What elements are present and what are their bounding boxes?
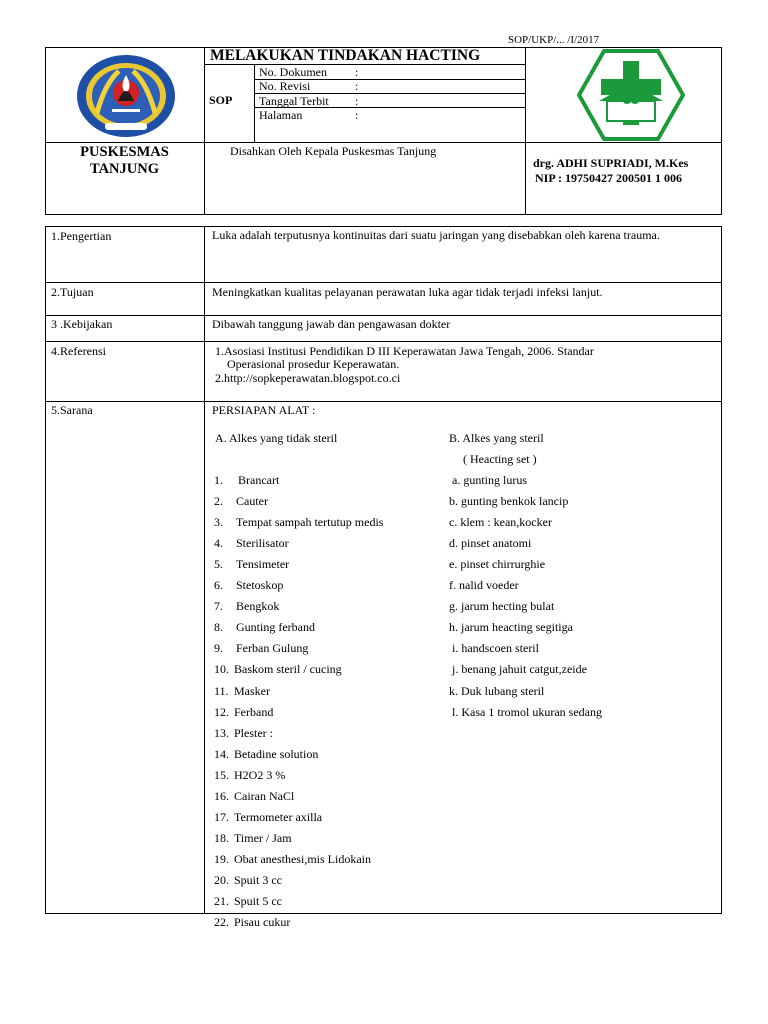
sterile-item: c. klem : kean,kocker [449, 515, 552, 529]
group-a-title: A. Alkes yang tidak steril [215, 431, 338, 445]
list-item-number: 17. [214, 810, 229, 824]
approved-by: Disahkan Oleh Kepala Puskesmas Tanjung [230, 144, 437, 158]
list-item-name: Spuit 3 cc [234, 873, 282, 887]
list-item-name: Tempat sampah tertutup medis [236, 515, 384, 529]
list-item-name: Cauter [236, 494, 268, 508]
pengertian-text: Luka adalah terputusnya kontinuitas dari suatu jaringan yang disebabkan oleh karena trauma. [212, 228, 660, 242]
list-item-name: Bengkok [236, 599, 280, 613]
meta-colon: : [355, 108, 359, 122]
meta-colon: : [355, 79, 359, 93]
list-item-name: Termometer axilla [234, 810, 323, 824]
list-item-number: 5. [214, 557, 223, 571]
list-item-number: 11. [214, 684, 229, 698]
list-item-name: Cairan NaCl [234, 789, 295, 803]
list-item-number: 20. [214, 873, 229, 887]
list-item-number: 1. [214, 473, 223, 487]
sterile-item: a. gunting lurus [452, 473, 527, 487]
sterile-item: h. jarum heacting segitiga [449, 620, 573, 634]
list-item-number: 9. [214, 641, 223, 655]
org-line-1: PUSKESMAS [80, 144, 169, 160]
sop-label: SOP [209, 93, 233, 107]
organization-name [46, 144, 203, 178]
meta-colon: : [355, 94, 359, 108]
meta-row-no-revisi [259, 79, 509, 94]
list-item-name: Masker [234, 684, 270, 698]
list-item-name: Pisau cukur [234, 915, 291, 929]
sterile-item: d. pinset anatomi [449, 536, 532, 550]
kebijakan-text: Dibawah tanggung jawab dan pengawasan dokter [212, 317, 451, 331]
referensi-line-3: 2.http://sopkeperawatan.blogspot.co.ci [215, 371, 401, 385]
sterile-item: k. Duk lubang steril [449, 684, 545, 698]
document-code: SOP/UKP/... /I/2017 [508, 34, 600, 46]
puskesmas-emblem-logo [75, 53, 177, 139]
health-cross-logo [577, 49, 685, 141]
document-title: MELAKUKAN TINDAKAN HACTING [210, 47, 481, 64]
sarana-label: 5.Sarana [51, 403, 93, 417]
tujuan-text: Meningkatkan kualitas pelayanan perawatan luka agar tidak terjadi infeksi lanjut. [212, 285, 603, 299]
org-line-2: TANJUNG [89, 161, 159, 177]
list-item-name: Gunting ferband [236, 620, 315, 634]
tujuan-label: 2.Tujuan [51, 285, 94, 299]
referensi-line-1: 1.Asosiasi Institusi Pendidikan D III Keperawatan Jawa Tengah, 2006. Standar [215, 344, 594, 358]
list-item-number: 2. [214, 494, 223, 508]
referensi-line-2: Operasional prosedur Keperawatan. [227, 357, 400, 371]
sterile-item: f. nalid voeder [449, 578, 519, 592]
referensi-label: 4.Referensi [51, 344, 106, 358]
list-item-name: Obat anesthesi,mis Lidokain [234, 852, 371, 866]
sterile-item: e. pinset chirrurghie [449, 557, 546, 571]
list-item-number: 19. [214, 852, 229, 866]
list-item-name: Ferban Gulung [236, 641, 309, 655]
list-item-number: 3. [214, 515, 223, 529]
list-item-number: 6. [214, 578, 223, 592]
list-item-number: 4. [214, 536, 223, 550]
list-item-name: Spuit 5 cc [234, 894, 282, 908]
meta-row-no-dokumen [259, 65, 509, 80]
sterile-item: g. jarum hecting bulat [449, 599, 555, 613]
meta-row-tanggal-terbit [259, 94, 509, 109]
list-item-number: 14. [214, 747, 229, 761]
list-item-number: 18. [214, 831, 229, 845]
list-item-number: 15. [214, 768, 229, 782]
list-item-name: Baskom steril / cucing [234, 662, 342, 676]
list-item-name: Tensimeter [236, 557, 290, 571]
group-b-title: B. Alkes yang steril [449, 431, 544, 445]
list-item-name: Stetoskop [236, 578, 284, 592]
meta-label: No. Revisi [259, 79, 311, 93]
list-item-name: Ferband [234, 705, 274, 719]
list-item-name: H2O2 3 % [234, 768, 286, 782]
sarana-heading: PERSIAPAN ALAT : [212, 403, 316, 417]
kebijakan-label: 3 .Kebijakan [51, 317, 113, 331]
list-item-name: Brancart [238, 473, 280, 487]
list-item-number: 22. [214, 915, 229, 929]
list-item-number: 21. [214, 894, 229, 908]
list-item-name: Timer / Jam [234, 831, 292, 845]
list-item-number: 16. [214, 789, 229, 803]
list-item-number: 13. [214, 726, 229, 740]
sterile-item: j. benang jahuit catgut,zeide [452, 662, 587, 676]
list-item-number: 8. [214, 620, 223, 634]
group-b-subtitle: ( Heacting set ) [463, 452, 537, 466]
meta-label: Tanggal Terbit [259, 94, 329, 108]
sterile-item: l. Kasa 1 tromol ukuran sedang [452, 705, 602, 719]
list-item-number: 12. [214, 705, 229, 719]
meta-colon: : [355, 65, 359, 79]
pengertian-label: 1.Pengertian [51, 229, 112, 243]
list-item-number: 7. [214, 599, 223, 613]
list-item-name: Betadine solution [234, 747, 319, 761]
signer-nip: NIP : 19750427 200501 1 006 [535, 171, 682, 185]
meta-label: Halaman [259, 108, 303, 122]
signer-block [533, 156, 688, 186]
list-item-name: Sterilisator [236, 536, 289, 550]
sterile-item: b. gunting benkok lancip [449, 494, 569, 508]
list-item-name: Plester : [234, 726, 273, 740]
signer-name: drg. ADHI SUPRIADI, M.Kes [533, 156, 689, 170]
meta-row-halaman [259, 108, 509, 123]
meta-label: No. Dokumen [259, 65, 327, 79]
list-item-number: 10. [214, 662, 229, 676]
sterile-item: i. handscoen steril [452, 641, 539, 655]
